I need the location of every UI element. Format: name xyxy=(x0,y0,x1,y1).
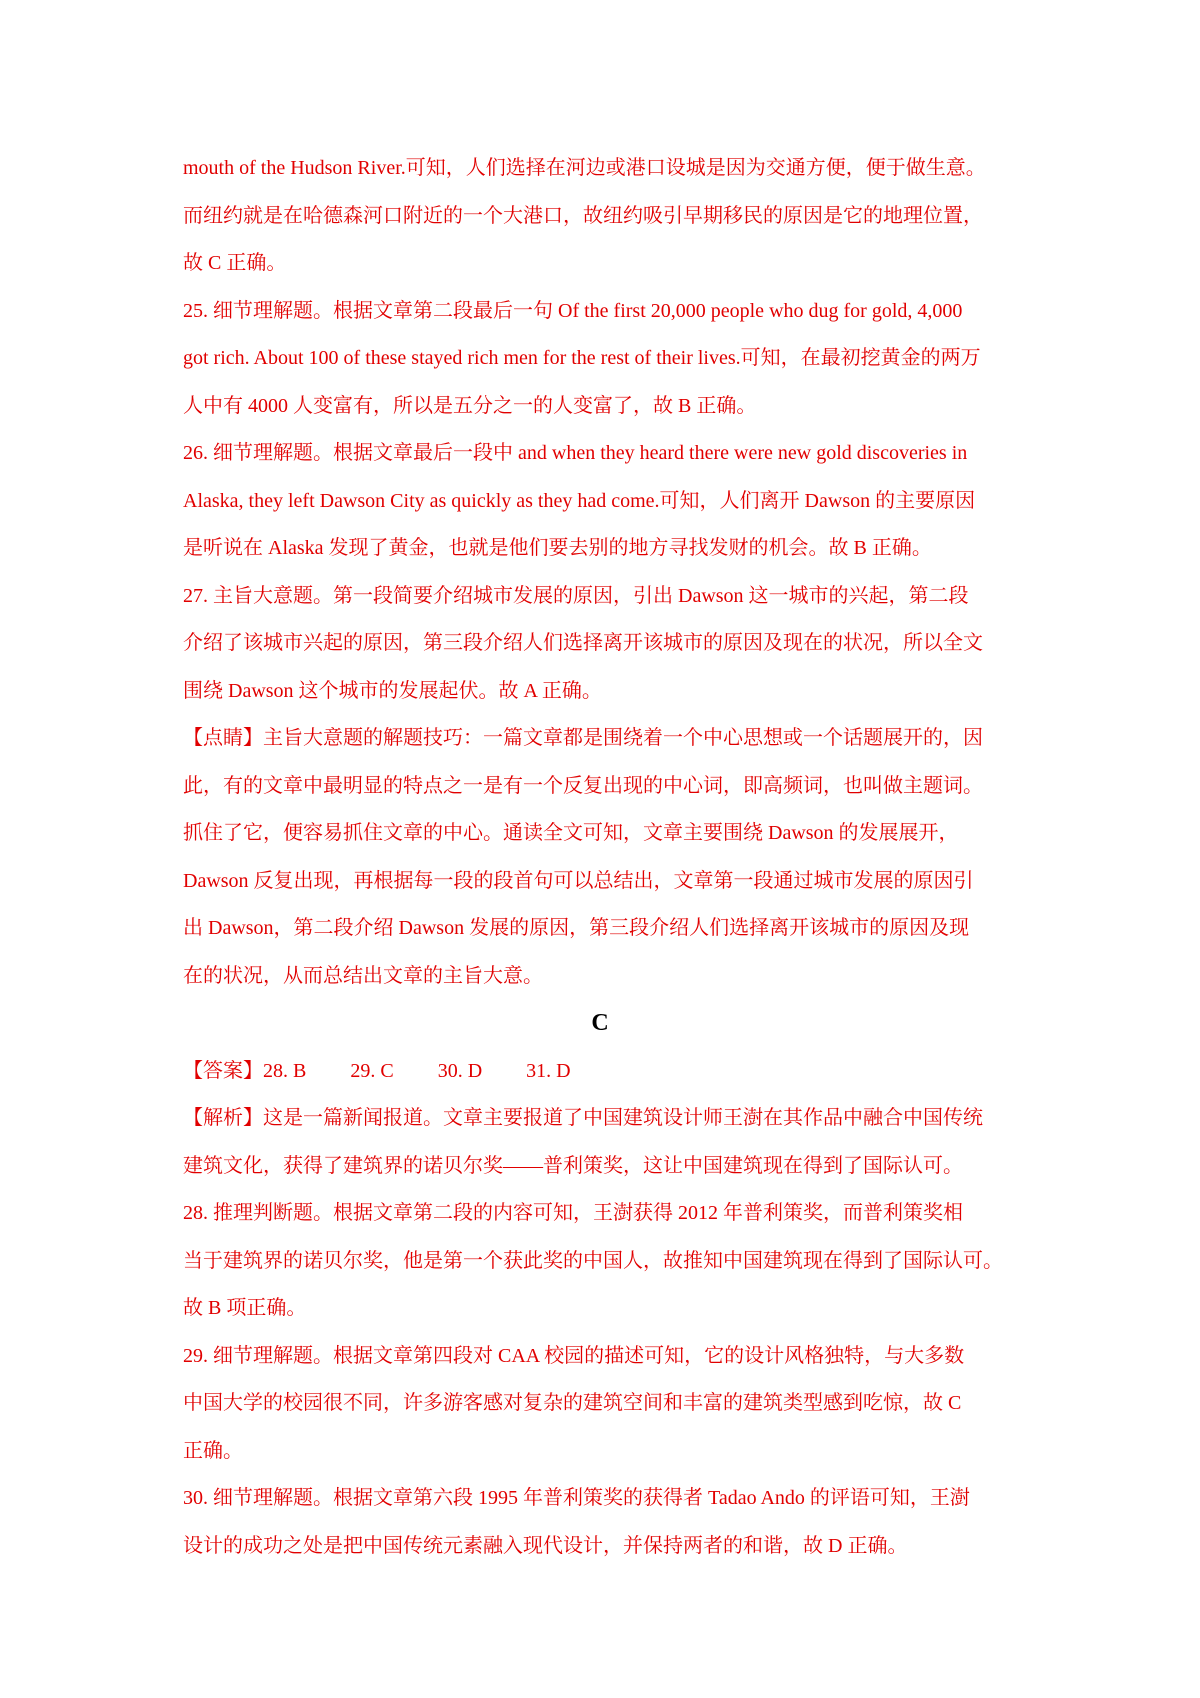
text-line: 建筑文化，获得了建筑界的诺贝尔奖——普利策奖，这让中国建筑现在得到了国际认可。 xyxy=(183,1154,963,1177)
answer-item: 30. D xyxy=(437,1060,483,1082)
text-line: Alaska, they left Dawson City as quickly as they had come.可知，人们离开 Dawson 的主要原因 xyxy=(183,489,976,512)
text-line: 正确。 xyxy=(183,1439,243,1462)
text-line: 故 B 项正确。 xyxy=(183,1297,307,1319)
text-line: 故 C 正确。 xyxy=(183,252,287,274)
answer-key xyxy=(183,1048,571,1095)
answer-item: 28. B xyxy=(263,1060,307,1082)
text-line: 30. 细节理解题。根据文章第六段 1995 年普利策奖的获得者 Tadao Ando 的评语可知，王澍 xyxy=(183,1487,970,1509)
text-line: 27. 主旨大意题。第一段简要介绍城市发展的原因，引出 Dawson 这一城市的兴起，第二段 xyxy=(183,584,969,607)
text-line: 当于建筑界的诺贝尔奖，他是第一个获此奖的中国人，故推知中国建筑现在得到了国际认可。 xyxy=(183,1249,1003,1272)
answer-item: 31. D xyxy=(526,1060,571,1082)
text-line: 围绕 Dawson 这个城市的发展起伏。故 A 正确。 xyxy=(183,679,602,702)
text-line: 此，有的文章中最明显的特点之一是有一个反复出现的中心词，即高频词，也叫做主题词。 xyxy=(183,774,983,797)
section-heading: C xyxy=(591,1010,609,1036)
text-line: 【点睛】主旨大意题的解题技巧：一篇文章都是围绕着一个中心思想或一个话题展开的，因 xyxy=(183,727,983,749)
section-c-explanations xyxy=(183,1095,1025,1570)
text-line: mouth of the Hudson River.可知，人们选择在河边或港口设城是因为交通方便，便于做生意。 xyxy=(183,157,986,179)
text-line: 抓住了它，便容易抓住文章的中心。通读全文可知，文章主要围绕 Dawson 的发展展开， xyxy=(183,822,959,844)
answer-label: 【答案】 xyxy=(183,1060,263,1082)
text-line: 中国大学的校园很不同，许多游客感对复杂的建筑空间和丰富的建筑类型感到吃惊，故 C xyxy=(183,1392,962,1414)
text-line: Dawson 反复出现，再根据每一段的段首句可以总结出，文章第一段通过城市发展的原因引 xyxy=(183,869,974,892)
text-line: 人中有 4000 人变富有，所以是五分之一的人变富了，故 B 正确。 xyxy=(183,394,757,417)
text-line: 28. 推理判断题。根据文章第二段的内容可知，王澍获得 2012 年普利策奖，而普利策奖相 xyxy=(183,1202,963,1224)
text-line: 29. 细节理解题。根据文章第四段对 CAA 校园的描述可知，它的设计风格独特，与大多数 xyxy=(183,1344,965,1367)
answer-item: 29. C xyxy=(350,1060,394,1082)
text-line: 而纽约就是在哈德森河口附近的一个大港口，故纽约吸引早期移民的原因是它的地理位置， xyxy=(183,204,983,227)
text-line: 【解析】这是一篇新闻报道。文章主要报道了中国建筑设计师王澍在其作品中融合中国传统 xyxy=(183,1107,983,1129)
text-line: 是听说在 Alaska 发现了黄金，也就是他们要去别的地方寻找发财的机会。故 B 正确。 xyxy=(183,537,932,559)
text-line: 设计的成功之处是把中国传统元素融入现代设计，并保持两者的和谐，故 D 正确。 xyxy=(183,1534,908,1557)
text-line: 25. 细节理解题。根据文章第二段最后一句 Of the first 20,000 people who dug for gold, 4,000 xyxy=(183,299,963,322)
text-line: 在的状况，从而总结出文章的主旨大意。 xyxy=(183,964,543,987)
text-line: got rich. About 100 of these stayed rich men for the rest of their lives.可知，在最初挖黄金的两万 xyxy=(183,347,981,369)
text-line: 26. 细节理解题。根据文章最后一段中 and when they heard there were new gold discoveries in xyxy=(183,442,968,464)
text-line: 介绍了该城市兴起的原因，第三段介绍人们选择离开该城市的原因及现在的状况，所以全文 xyxy=(183,632,983,654)
section-b-explanations xyxy=(183,145,1025,1000)
text-line: 出 Dawson，第二段介绍 Dawson 发展的原因，第三段介绍人们选择离开该城市的原因及现 xyxy=(183,917,970,939)
